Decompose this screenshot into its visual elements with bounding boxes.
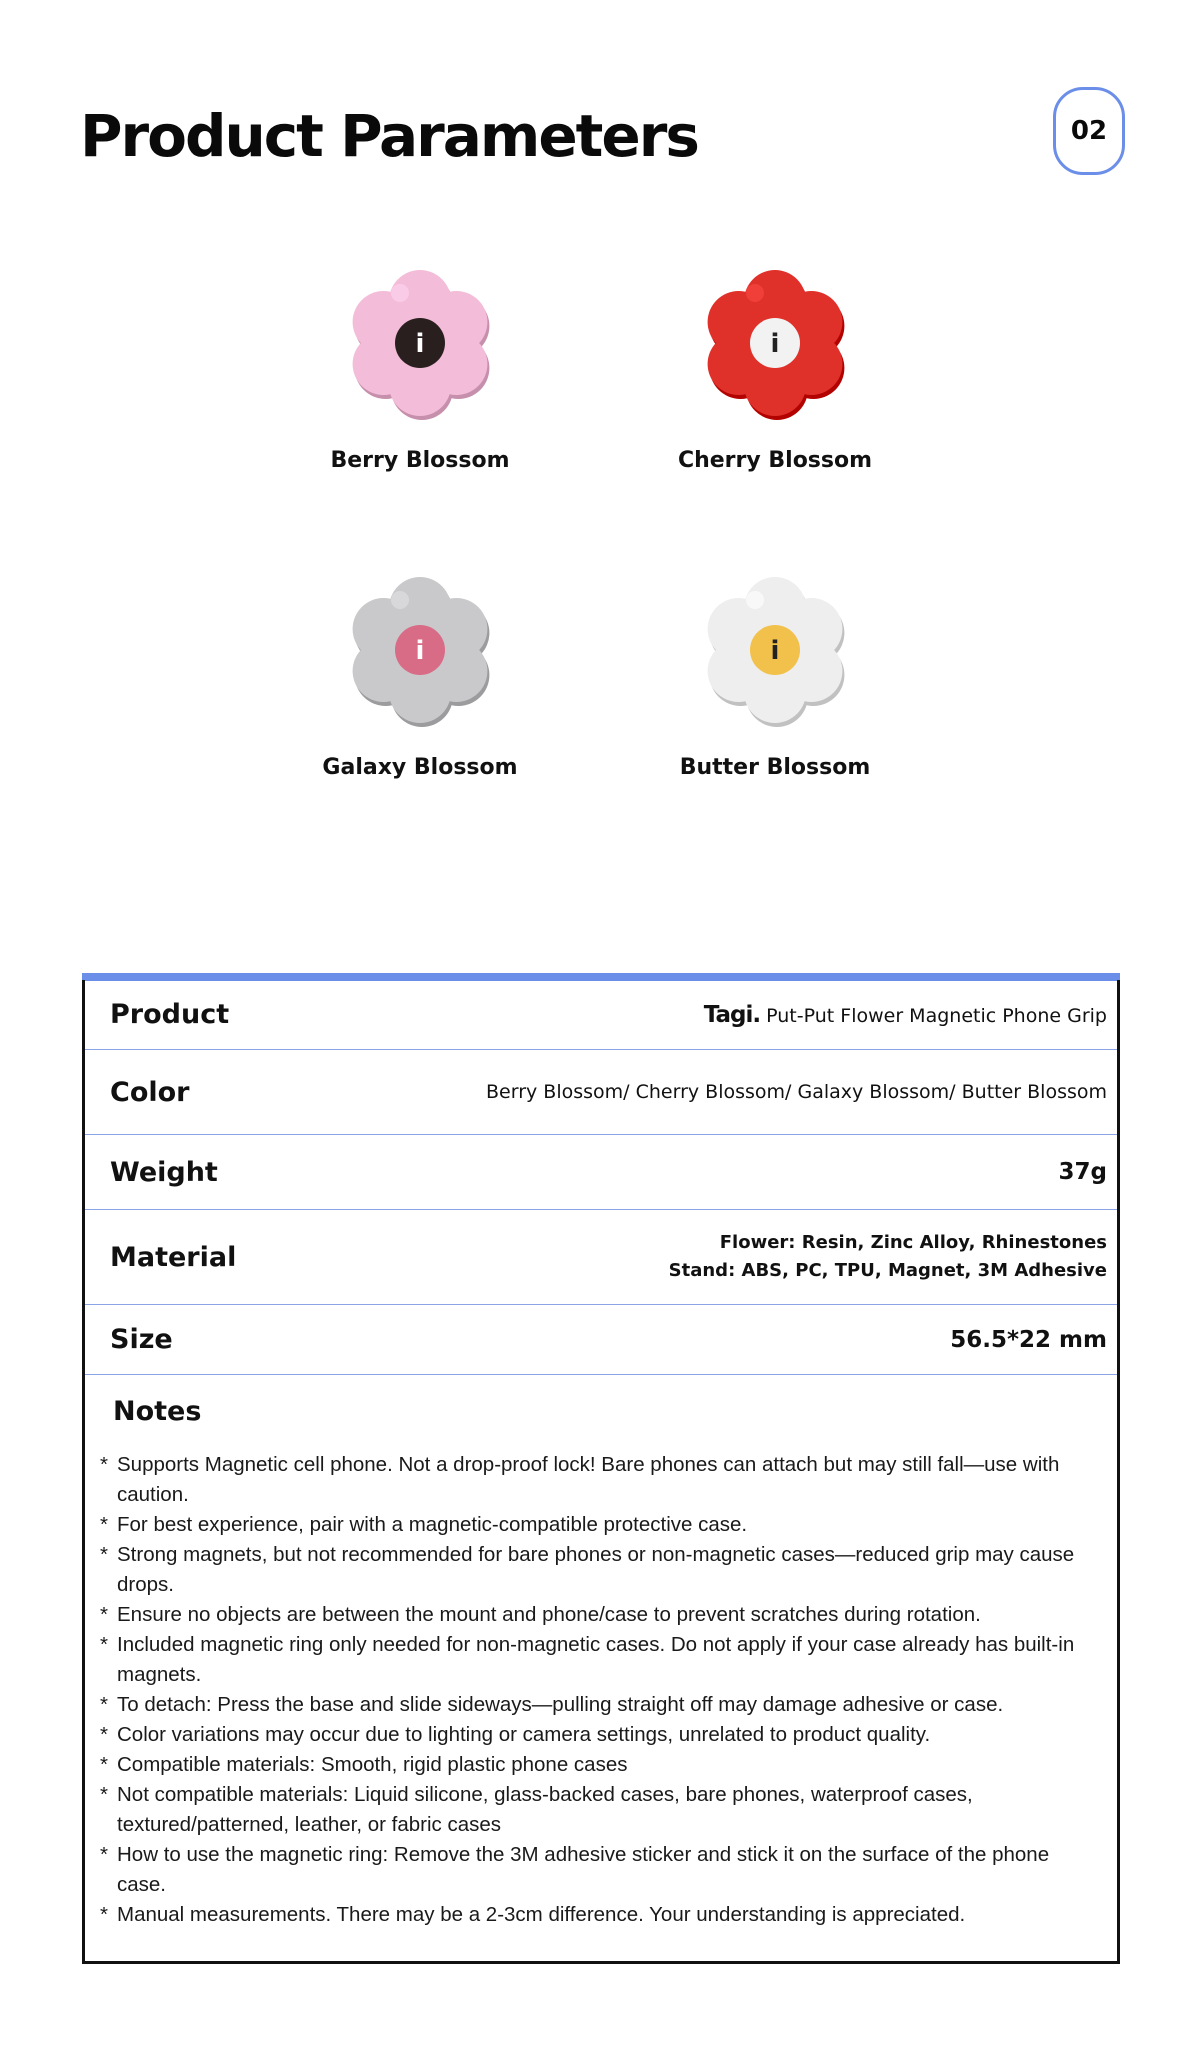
variant-butter-blossom <box>625 565 925 780</box>
spec-label-product: Product <box>110 999 230 1030</box>
spec-label-material: Material <box>110 1241 237 1273</box>
brand-glyph-icon: i <box>415 636 425 666</box>
product-name: Put-Put Flower Magnetic Phone Grip <box>766 1004 1107 1027</box>
variant-cherry-blossom <box>625 258 925 473</box>
variant-name-galaxy: Galaxy Blossom <box>322 755 518 780</box>
note-item: * Compatible materials: Smooth, rigid plastic phone cases <box>100 1750 1100 1780</box>
variant-name-butter: Butter Blossom <box>679 755 871 780</box>
material-stand: Stand: ABS, PC, TPU, Magnet, 3M Adhesive <box>668 1260 1107 1281</box>
page-number-badge: 02 <box>1053 87 1125 175</box>
spec-value-product <box>704 1002 1107 1028</box>
variant-berry-blossom <box>270 258 570 473</box>
petal-highlight <box>391 591 409 609</box>
spec-label-weight: Weight <box>110 1156 218 1188</box>
brand-glyph-icon: i <box>415 329 425 359</box>
material-flower: Flower: Resin, Zinc Alloy, Rhinestones <box>719 1232 1107 1253</box>
notes-heading: Notes <box>113 1396 202 1427</box>
petal-highlight <box>391 284 409 302</box>
flower-grip-cherry-image <box>685 258 865 428</box>
brand-glyph-icon: i <box>770 636 780 666</box>
variant-galaxy-blossom <box>270 565 570 780</box>
spec-table <box>82 980 1120 1964</box>
spec-value-weight: 37g <box>1058 1159 1107 1185</box>
notes-list <box>100 1450 1100 1930</box>
spec-row-weight <box>85 1135 1117 1210</box>
note-item: * Not compatible materials: Liquid silicone, glass-backed cases, bare phones, waterproof cases, textured/patterned, leather, or fabric cases <box>100 1780 1100 1840</box>
spec-row-color <box>85 1050 1117 1135</box>
note-item: * Manual measurements. There may be a 2-3cm difference. Your understanding is appreciated. <box>100 1900 1100 1930</box>
spec-label-color: Color <box>110 1076 190 1108</box>
spec-row-size <box>85 1305 1117 1375</box>
spec-value-size: 56.5*22 mm <box>950 1326 1107 1353</box>
variant-name-berry: Berry Blossom <box>330 448 510 473</box>
spec-label-size: Size <box>110 1324 173 1355</box>
note-item: * Supports Magnetic cell phone. Not a drop-proof lock! Bare phones can attach but may still fall—use with caution. <box>100 1450 1100 1510</box>
note-item: * Ensure no objects are between the mount and phone/case to prevent scratches during rotation. <box>100 1600 1100 1630</box>
spec-value-material <box>669 1229 1107 1285</box>
spec-value-color: Berry Blossom/ Cherry Blossom/ Galaxy Blossom/ Butter Blossom <box>486 1081 1107 1103</box>
note-item: * For best experience, pair with a magnetic-compatible protective case. <box>100 1510 1100 1540</box>
flower-grip-butter-image <box>685 565 865 735</box>
brand-glyph-icon: i <box>770 329 780 359</box>
brand-logo: Tagi. <box>703 1001 761 1028</box>
spec-row-material <box>85 1210 1117 1305</box>
page-title: Product Parameters <box>80 102 698 170</box>
flower-grip-berry-image <box>330 258 510 428</box>
note-item: * To detach: Press the base and slide sideways—pulling straight off may damage adhesive or case. <box>100 1690 1100 1720</box>
variant-name-cherry: Cherry Blossom <box>677 448 873 473</box>
note-item: * How to use the magnetic ring: Remove the 3M adhesive sticker and stick it on the surface of the phone case. <box>100 1840 1100 1900</box>
petal-highlight <box>746 284 764 302</box>
note-item: * Included magnetic ring only needed for non-magnetic cases. Do not apply if your case already has built-in magnets. <box>100 1630 1100 1690</box>
note-item: * Strong magnets, but not recommended for bare phones or non-magnetic cases—reduced grip may cause drops. <box>100 1540 1100 1600</box>
spec-row-product <box>85 980 1117 1050</box>
note-item: * Color variations may occur due to lighting or camera settings, unrelated to product quality. <box>100 1720 1100 1750</box>
flower-grip-galaxy-image <box>330 565 510 735</box>
petal-highlight <box>746 591 764 609</box>
